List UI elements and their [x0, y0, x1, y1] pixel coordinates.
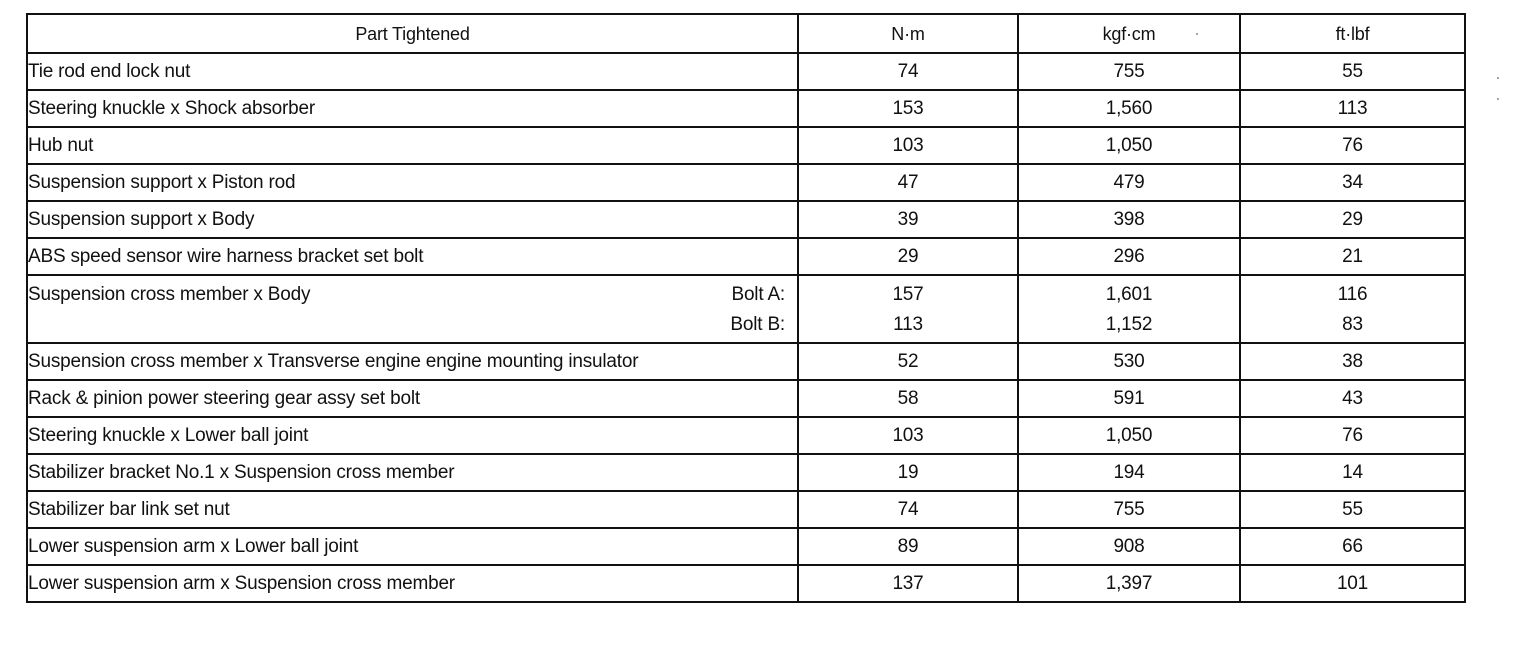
- table-row: [27, 417, 1465, 454]
- table-row-bolt-ab: [27, 275, 1465, 343]
- scan-speck: [1196, 33, 1198, 35]
- part-cell: Suspension support x Body: [27, 201, 798, 238]
- nm-cell: 103: [798, 417, 1018, 454]
- ft-cell: 14: [1240, 454, 1465, 491]
- table-row: [27, 454, 1465, 491]
- table-row: [27, 53, 1465, 90]
- ft-cell: 76: [1240, 127, 1465, 164]
- nm-cell: 39: [798, 201, 1018, 238]
- nm-cell: 52: [798, 343, 1018, 380]
- ft-cell: 34: [1240, 164, 1465, 201]
- ft-cell: 55: [1240, 491, 1465, 528]
- kgf-cell: 296: [1018, 238, 1240, 275]
- table-row: [27, 127, 1465, 164]
- kgf-cell: 530: [1018, 343, 1240, 380]
- ft-cell: 66: [1240, 528, 1465, 565]
- kgf-cell: 1,050: [1018, 127, 1240, 164]
- ft-cell: 55: [1240, 53, 1465, 90]
- header-part-tightened: Part Tightened: [27, 14, 798, 53]
- part-cell: Lower suspension arm x Lower ball joint: [27, 528, 798, 565]
- table-row: [27, 90, 1465, 127]
- nm-cell: 58: [798, 380, 1018, 417]
- nm-cell: 29: [798, 238, 1018, 275]
- table-row: [27, 565, 1465, 602]
- part-cell: Tie rod end lock nut: [27, 53, 798, 90]
- ft-cell: 76: [1240, 417, 1465, 454]
- table-row: [27, 380, 1465, 417]
- table-row: [27, 164, 1465, 201]
- kgf-cell: 1,560: [1018, 90, 1240, 127]
- part-cell: [27, 275, 798, 343]
- kgf-cell: 398: [1018, 201, 1240, 238]
- kgf-cell: 591: [1018, 380, 1240, 417]
- ft-bolt-b: 83: [1342, 314, 1363, 335]
- ft-bolt-a: 116: [1337, 284, 1368, 305]
- kgf-bolt-a: 1,601: [1105, 284, 1153, 305]
- nm-cell: 19: [798, 454, 1018, 491]
- table-row: [27, 528, 1465, 565]
- part-cell: ABS speed sensor wire harness bracket set bolt: [27, 238, 798, 275]
- nm-bolt-b: 113: [893, 314, 923, 335]
- ft-cell: [1240, 275, 1465, 343]
- nm-cell: 153: [798, 90, 1018, 127]
- bolt-labels: [730, 285, 785, 334]
- part-cell: Hub nut: [27, 127, 798, 164]
- part-cell: Rack & pinion power steering gear assy set bolt: [27, 380, 798, 417]
- nm-cell: 89: [798, 528, 1018, 565]
- header-ft-lbf: ft·lbf: [1240, 14, 1465, 53]
- kgf-cell: 908: [1018, 528, 1240, 565]
- nm-cell: 74: [798, 491, 1018, 528]
- ft-cell: 38: [1240, 343, 1465, 380]
- part-cell: Steering knuckle x Lower ball joint: [27, 417, 798, 454]
- ft-cell: 101: [1240, 565, 1465, 602]
- scan-speck: [1497, 77, 1499, 79]
- torque-spec-table: [26, 13, 1466, 603]
- table-row: [27, 201, 1465, 238]
- table-row: [27, 343, 1465, 380]
- bolt-a-label: Bolt A:: [731, 284, 785, 305]
- part-cell: Lower suspension arm x Suspension cross member: [27, 565, 798, 602]
- nm-cell: 103: [798, 127, 1018, 164]
- kgf-bolt-b: 1,152: [1105, 314, 1153, 335]
- header-row: [27, 14, 1465, 53]
- nm-cell: 137: [798, 565, 1018, 602]
- ft-cell: 29: [1240, 201, 1465, 238]
- nm-cell: 47: [798, 164, 1018, 201]
- nm-cell: [798, 275, 1018, 343]
- bolt-b-label: Bolt B:: [730, 314, 785, 335]
- kgf-cell: 1,050: [1018, 417, 1240, 454]
- table-row: [27, 238, 1465, 275]
- part-cell: Steering knuckle x Shock absorber: [27, 90, 798, 127]
- kgf-cell: 194: [1018, 454, 1240, 491]
- kgf-cell: 1,397: [1018, 565, 1240, 602]
- kgf-cell: 479: [1018, 164, 1240, 201]
- kgf-cell: 755: [1018, 53, 1240, 90]
- kgf-cell: 755: [1018, 491, 1240, 528]
- part-label: Suspension cross member x Body: [28, 284, 311, 305]
- table-row: [27, 491, 1465, 528]
- header-kgf-cm: kgf·cm: [1018, 14, 1240, 53]
- part-cell: Suspension support x Piston rod: [27, 164, 798, 201]
- ft-cell: 21: [1240, 238, 1465, 275]
- part-cell: Suspension cross member x Transverse engine engine mounting insulator: [27, 343, 798, 380]
- ft-cell: 113: [1240, 90, 1465, 127]
- header-nm: N·m: [798, 14, 1018, 53]
- part-cell: Stabilizer bracket No.1 x Suspension cross member: [27, 454, 798, 491]
- nm-cell: 74: [798, 53, 1018, 90]
- ft-cell: 43: [1240, 380, 1465, 417]
- kgf-cell: [1018, 275, 1240, 343]
- part-cell: Stabilizer bar link set nut: [27, 491, 798, 528]
- scan-speck: [1497, 98, 1499, 100]
- nm-bolt-a: 157: [892, 284, 924, 305]
